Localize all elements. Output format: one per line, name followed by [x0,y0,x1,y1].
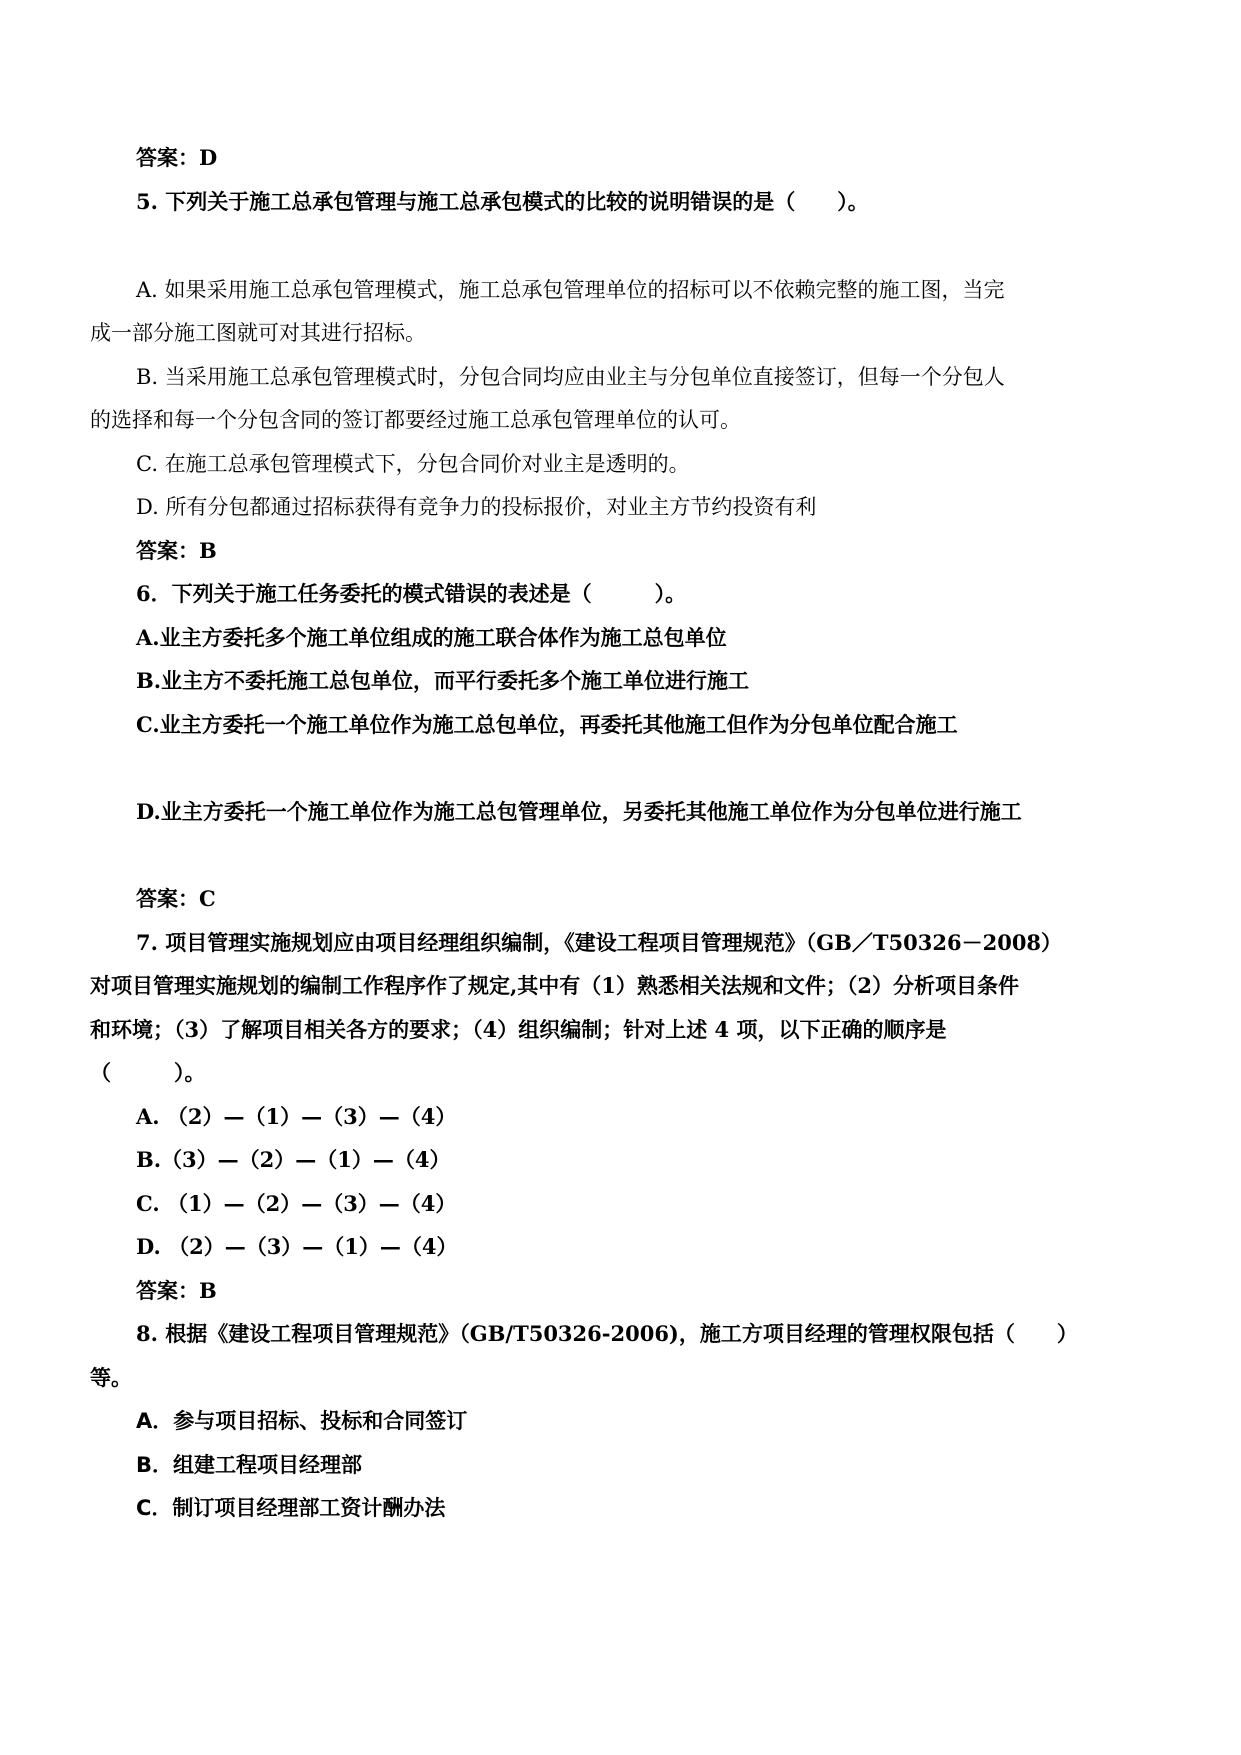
q7-option-d: D. （2）—（3）—（1）—（4） [136,1234,458,1259]
q5-option-a-line1: A. 如果采用施工总承包管理模式，施工总承包管理单位的招标可以不依赖完整的施工图，当完 [136,278,1005,302]
q8-option-b: B．组建工程项目经理部 [136,1453,363,1477]
question-8-line1: 8. 根据《建设工程项目管理规范》（GB/T50326-2006)，施工方项目经理的管理权限包括（ ） [136,1321,1078,1346]
question-5-stem: 5. 下列关于施工总承包管理与施工总承包模式的比较的说明错误的是（ ）。 [136,189,869,214]
q6-option-c: C.业主方委托一个施工单位作为施工总包单位，再委托其他施工但作为分包单位配合施工 [136,712,958,737]
q6-option-a: A.业主方委托多个施工单位组成的施工联合体作为施工总包单位 [136,625,727,650]
answer-4: 答案：D [136,145,218,170]
q5-option-b-line2: 的选择和每一个分包含同的签订都要经过施工总承包管理单位的认可。 [90,408,741,432]
question-8-line2: 等。 [90,1365,132,1390]
q5-option-b-line1: B. 当采用施工总承包管理模式时，分包合同均应由业主与分包单位直接签订，但每一个分包人 [136,365,1005,389]
q7-option-c: C. （1）—（2）—（3）—（4） [136,1191,457,1216]
question-6-stem: 6．下列关于施工任务委托的模式错误的表述是（ ）。 [136,581,687,606]
q8-option-a: A．参与项目招标、投标和合同签订 [136,1409,468,1433]
q6-option-b: B.业主方不委托施工总包单位，而平行委托多个施工单位进行施工 [136,668,750,693]
q5-option-a-line2: 成一部分施工图就可对其进行招标。 [90,321,426,345]
question-7-line4: （ ）。 [90,1060,206,1085]
question-7-line1: 7. 项目管理实施规划应由项目经理组织编制，《建设工程项目管理规范》（GB／T50326－2008） [136,930,1063,955]
q7-option-a: A. （2）—（1）—（3）—（4） [136,1104,457,1129]
answer-7: 答案：B [136,1278,217,1303]
q8-option-c: C．制订项目经理部工资计酬办法 [136,1496,446,1520]
q7-option-b: B.（3）—（2）—（1）—（4） [136,1147,451,1172]
question-7-line3: 和环境；（3）了解项目相关各方的要求；（4）组织编制；针对上述 4 项，以下正确的顺序是 [90,1017,947,1042]
answer-5: 答案：B [136,538,217,563]
q6-option-d: D.业主方委托一个施工单位作为施工总包管理单位，另委托其他施工单位作为分包单位进行施工 [136,799,1022,824]
q5-option-c: C. 在施工总承包管理模式下，分包合同价对业主是透明的。 [136,452,690,476]
q5-option-d: D. 所有分包都通过招标获得有竞争力的投标报价，对业主方节约投资有利 [136,495,817,519]
question-7-line2: 对项目管理实施规划的编制工作程序作了规定,其中有（1）熟悉相关法规和文件；（2）分析项目条件 [90,973,1020,998]
answer-6: 答案：C [136,886,216,911]
